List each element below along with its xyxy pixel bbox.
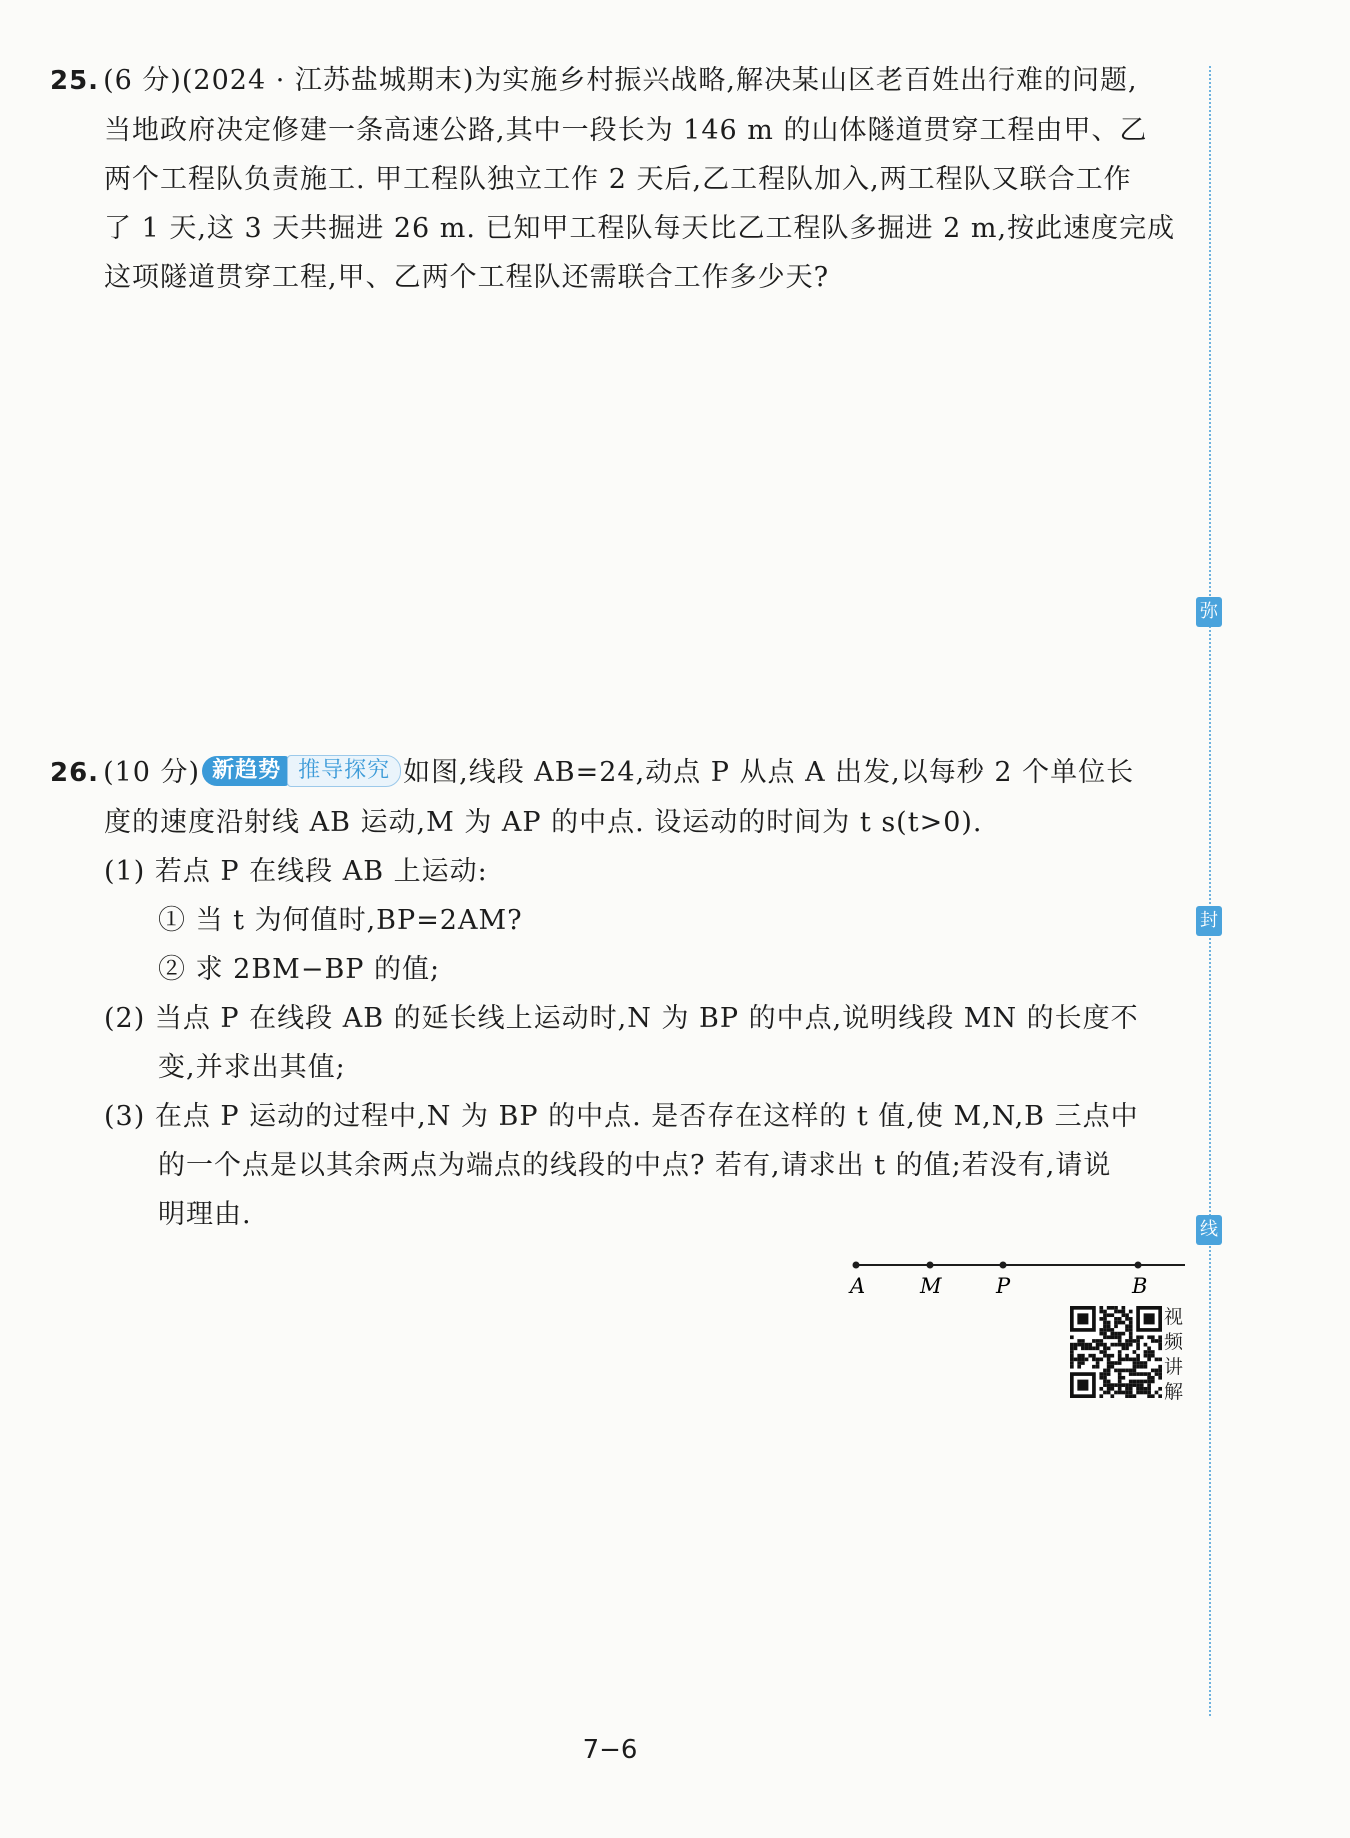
qr-code-icon[interactable] [1070,1306,1162,1398]
question-2: (2) 当点 P 在线段 AB 的延长线上运动时,N 为 BP 的中点,说明线段 MN 的长度不 [104,1003,1139,1034]
p25-line-2: 当地政府决定修建一条高速公路,其中一段长为 146 m 的山体隧道贯穿工程由甲、乙 [104,115,1148,146]
binding-mark-3: 线 [1196,1215,1222,1245]
problem-number: 26. [50,758,100,788]
binding-mark-2: 封 [1196,906,1222,936]
question-3-end: 明理由. [158,1199,252,1230]
question-1a: ① 当 t 为何值时,BP=2AM? [158,905,523,936]
qr-label: 视 频 讲 解 [1164,1306,1184,1403]
binding-mark-1: 弥 [1196,597,1222,627]
trend-badge: 新趋势 [202,756,289,786]
label-m: M [920,1274,942,1298]
label-a: A [850,1274,866,1298]
question-3-cont: 的一个点是以其余两点为端点的线段的中点? 若有,请求出 t 的值;若没有,请说 [158,1150,1112,1181]
problem-26 [50,748,1190,1239]
label-b: B [1132,1274,1148,1298]
p26-line-1: 26. (10 分) 新趋势 推导探究 如图,线段 AB=24,动点 P 从点 A 出发,以每秒 2 个单位长 [50,748,1190,798]
page-number: 7−6 [582,1735,638,1765]
p25-line-3: 两个工程队负责施工. 甲工程队独立工作 2 天后,乙工程队加入,两工程队又联合工作 [104,164,1132,195]
point-p [1000,1262,1007,1269]
category-badge: 推导探究 [287,755,401,787]
question-1: (1) 若点 P 在线段 AB 上运动: [104,856,488,887]
p25-line-1: 25. (6 分)(2024 · 江苏盐城期末)为实施乡村振兴战略,解决某山区老百姓出行难的问题, [50,65,1138,96]
p25-line-5: 这项隧道贯穿工程,甲、乙两个工程队还需联合工作多少天? [104,262,830,293]
point-m [927,1262,934,1269]
question-1b: ② 求 2BM−BP 的值; [158,954,441,985]
point-b [1135,1262,1142,1269]
question-3: (3) 在点 P 运动的过程中,N 为 BP 的中点. 是否存在这样的 t 值,使 M,N,B 三点中 [104,1101,1139,1132]
problem-25 [50,56,1190,302]
label-p: P [996,1274,1011,1298]
p26-line-2: 度的速度沿射线 AB 运动,M 为 AP 的中点. 设运动的时间为 t s(t>0). [104,807,983,838]
question-2-cont: 变,并求出其值; [158,1052,346,1083]
point-a [853,1262,860,1269]
binding-line [1209,66,1211,1716]
problem-number: 25. [50,66,100,96]
segment-figure [840,1255,1190,1305]
p25-line-4: 了 1 天,这 3 天共掘进 26 m. 已知甲工程队每天比乙工程队多掘进 2 m,按此速度完成 [104,213,1176,244]
